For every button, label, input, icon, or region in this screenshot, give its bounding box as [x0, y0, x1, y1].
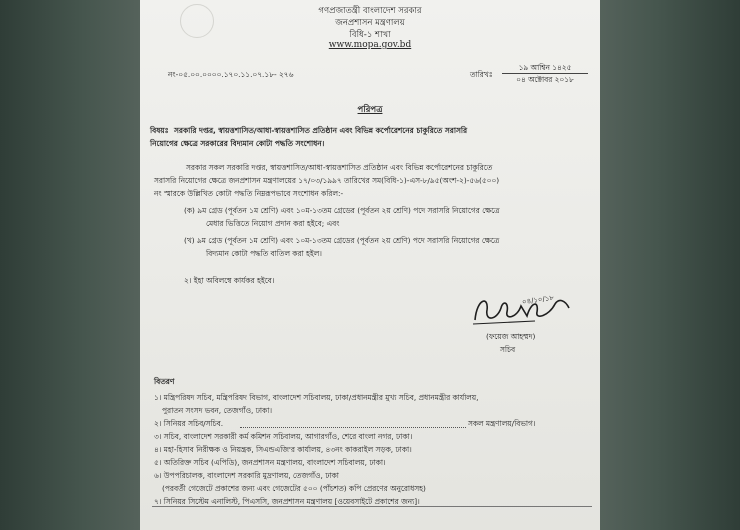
distribution-item-6-cont: (পরবর্তী গেজেটে প্রকাশের জন্য এবং গেজেটের ৫০০ (পাঁচশত) কপি প্রেরণের অনুরোধসহ): [162, 484, 426, 493]
header-section: বিধি-১ শাখা: [349, 30, 391, 40]
bottom-rule: [152, 506, 592, 507]
date-english: ০৪ অক্টোবর ২০১৮: [516, 75, 574, 84]
distribution-heading: বিতরণ: [154, 377, 175, 386]
distribution-item-3: ৩। সচিব, বাংলাদেশ সরকারী কর্ম কমিশন সচিবালয়, আগারগাঁও, শেরে বাংলা নগর, ঢাকা।: [154, 432, 413, 441]
distribution-item-5: ৫। অতিরিক্ত সচিব (এপিডি), জনপ্রশাসন মন্ত্রণালয়, বাংলাদেশ সচিবালয়, ঢাকা।: [154, 458, 386, 467]
body-p1-line-1: সরকার সকল সরকারি দপ্তর, স্বায়ত্তশাসিত/আধা-স্বায়ত্তশাসিত প্রতিষ্ঠান এবং বিভিন্ন কর্পোরেশনের চাকুরিতে: [186, 163, 493, 172]
distribution-item-1: ১। মন্ত্রিপরিষদ সচিব, মন্ত্রিপরিষদ বিভাগ, বাংলাদেশ সচিবালয়, ঢাকা/প্রধানমন্ত্রীর মুখ্য সচিব, প্রধানমন্ত্রীর কার্যালয়,: [154, 393, 479, 402]
body-p1-line-3: নং স্মারকে উল্লিখিত কোটা পদ্ধতি নিম্নরূপভাবে সংশোধন করিল:-: [154, 189, 344, 198]
distribution-item-2-dotted-line: [240, 427, 466, 428]
subject-label: বিষয়ঃ: [150, 126, 169, 135]
date-bangla: ১৯ আশ্বিন ১৪২৫: [502, 63, 588, 74]
clause-ka-line-2: মেধার ভিত্তিতে নিয়োগ প্রদান করা হইবে; এবং: [206, 219, 340, 228]
header-government: গণপ্রজাতন্ত্রী বাংলাদেশ সরকার: [318, 6, 422, 16]
body-p1-line-2: সরাসরি নিয়োগের ক্ষেত্রে জনপ্রশাসন মন্ত্রণালয়ের ১৭/০৩/১৯৯৭ তারিখের সম(বিধি-১)-এস-৮/৯৫(অংশ-২)-৫৬(৫০০): [154, 176, 500, 185]
background-right: [600, 0, 740, 530]
header-ministry: জনপ্রশাসন মন্ত্রণালয়: [335, 18, 405, 28]
clause-ka-line-1: (ক) ৯ম গ্রেড (পূর্বতন ১ম শ্রেণি) এবং ১০ম-১৩তম গ্রেডের (পূর্বতন ২য় শ্রেণি) পদে সরাসরি নিয়োগের ক্ষেত্রে: [184, 206, 500, 215]
signatory-name: (ফয়েজ আহম্মদ): [486, 332, 536, 341]
body-p2: ২। ইহা অবিলম্বে কার্যকর হইবে।: [184, 276, 275, 285]
signatory-designation: সচিব: [500, 345, 516, 354]
subject-line-2: নিয়োগের ক্ষেত্রে সরকারের বিদ্যমান কোটা পদ্ধতি সংশোধন।: [150, 139, 325, 148]
document-title: পরিপত্র: [357, 105, 383, 115]
clause-kha-line-2: বিদ্যমান কোটা পদ্ধতি বাতিল করা হইল।: [206, 249, 322, 258]
distribution-item-6: ৬। উপপরিচালক, বাংলাদেশ সরকারি মুদ্রণালয়, তেজগাঁও, ঢাকা: [154, 471, 339, 480]
signature-scribble: [465, 290, 575, 330]
subject-line-1: সরকারি দপ্তর, স্বায়ত্তশাসিত/আধা-স্বায়ত্তশাসিত প্রতিষ্ঠান এবং বিভিন্ন কর্পোরেশনের চাকুরিতে সরাসরি: [174, 126, 468, 135]
distribution-item-2: ২। সিনিয়র সচিব/সচিব.: [154, 419, 224, 428]
header-website: www.mopa.gov.bd: [328, 40, 412, 50]
document-page: [140, 0, 600, 530]
signature-date: ০৪/১০/১৮: [521, 293, 555, 307]
date-label: তারিখঃ: [470, 70, 493, 79]
memo-number: নং-০৫.০০.০০০০.১৭০.১১.০৭.১৮- ২৭৬: [168, 70, 294, 79]
distribution-item-1-cont: পুরাতন সংসদ ভবন, তেজগাঁও, ঢাকা।: [162, 406, 273, 415]
distribution-item-7: ৭। সিনিয়র সিস্টেম এনালিস্ট, পিএসসি, জনপ্রশাসন মন্ত্রণালয় [ওয়েবসাইটে প্রকাশের জন্য]।: [154, 497, 420, 506]
background-left: [0, 0, 140, 530]
distribution-item-2-suffix: সকল মন্ত্রণালয়/বিভাগ।: [468, 419, 536, 428]
clause-kha-line-1: (খ) ৯ম গ্রেড (পূর্বতন ১ম শ্রেণি) এবং ১০ম-১৩তম গ্রেডের (পূর্বতন ২য় শ্রেণি) পদে সরাসরি নিয়োগের ক্ষেত্রে: [184, 236, 500, 245]
distribution-item-4: ৪। মহা-হিসাব নিরীক্ষক ও নিয়ন্ত্রক, সিএন্ডএজি'র কার্যালয়, ৪৩নং কাকরাইল সড়ক, ঢাকা।: [154, 445, 412, 454]
